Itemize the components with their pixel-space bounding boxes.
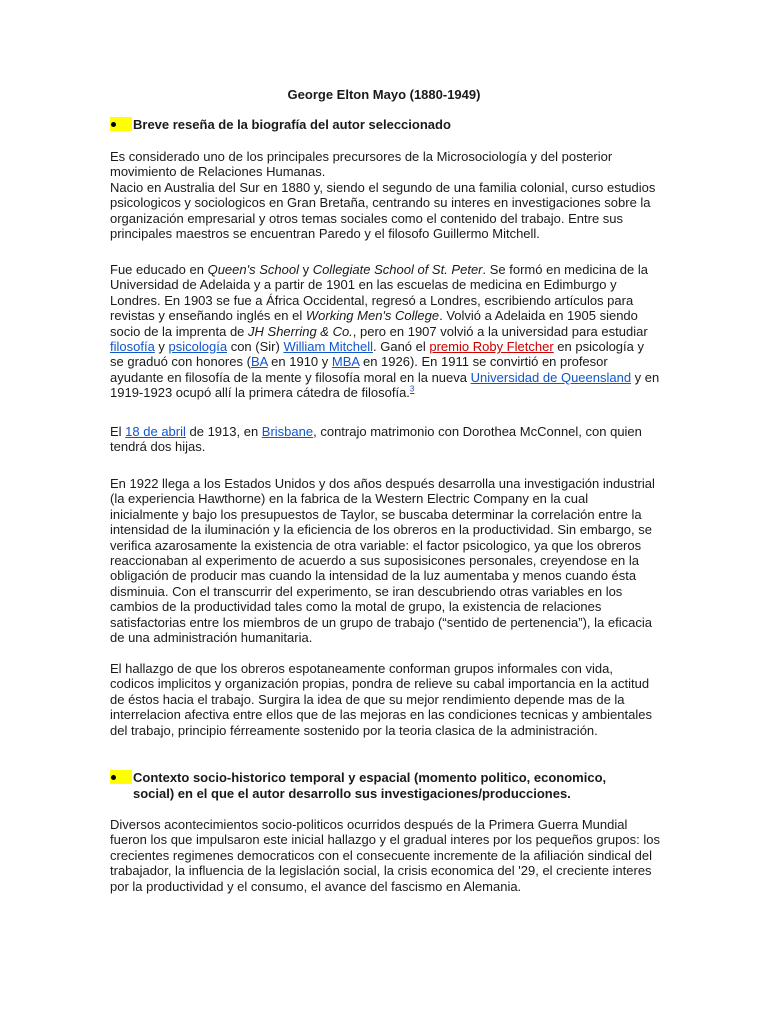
paragraph: Es considerado uno de los principales precursores de la Microsociología y del posterior movimiento de Relaciones Humanas.: [110, 149, 613, 180]
link-premio-roby-fletcher[interactable]: premio Roby Fletcher: [429, 339, 554, 355]
link-18-de-abril[interactable]: 18 de abril: [125, 424, 186, 439]
link-mba[interactable]: MBA: [331, 354, 360, 370]
paragraph-education: [110, 262, 660, 401]
bullet-icon: [110, 117, 132, 131]
section-heading-contexto: [110, 770, 650, 802]
text-run: , pero en 1907 volvió a la universidad para estudiar: [352, 323, 648, 339]
text-run: , contrajo matrimonio con Dorothea McConnel, con quien tendrá dos hijas.: [110, 424, 642, 455]
text-run: . Ganó el: [373, 339, 430, 355]
text-run: Working Men's College: [305, 308, 440, 324]
paragraph: Nacio en Australia del Sur en 1880 y, siendo el segundo de una familia colonial, curso estudios psicologicos y sociologicos en Gran Bretaña, centrando su interes en investigaciones sobre la organización empresarial y otros temas sociales como el contenido del trabajo. Entre sus principales maestros se encuentran Paredo y el filosofo Guillermo Mitchell.: [110, 180, 656, 242]
footnote-ref[interactable]: 3: [409, 384, 415, 394]
bullet-icon: [110, 770, 132, 784]
link-brisbane[interactable]: Brisbane: [261, 424, 314, 439]
text-run: con (Sir): [227, 339, 284, 355]
link-psicologia[interactable]: psicología: [168, 339, 228, 355]
link-filosofia[interactable]: filosofía: [110, 339, 155, 355]
document-title: George Elton Mayo (1880-1949): [287, 87, 481, 102]
link-william-mitchell[interactable]: William Mitchell: [283, 339, 373, 355]
paragraph-contexto: Diversos acontecimientos socio-politicos ocurridos después de la Primera Guerra Mundial fueron los que impulsaron este inicial hallazgo y el gradual interes por los pequeños grupos: los crecientes regimenes democraticos con el consecuente incremente de la afiliación sindical del trabajador, la influencia de la legislación social, la crisis economica del '29, el creciente interes por la productividad y el consumo, el avance del fascismo en Alemania.: [110, 817, 660, 894]
text-run: en 1926). En 1911 se convirtió en profesor ayudante en filosofía de la mente y filosofía moral en la nueva: [110, 354, 608, 385]
link-universidad-de-queensland[interactable]: Universidad de Queensland: [470, 369, 632, 385]
text-run: en psicología y se graduó con honores (: [110, 339, 644, 370]
text-run: El: [110, 424, 126, 439]
text-run: y: [154, 339, 169, 355]
link-ba[interactable]: BA: [250, 354, 268, 370]
section-heading-biografia: [110, 117, 650, 133]
paragraph-hallazgo: El hallazgo de que los obreros espotaneamente conforman grupos informales con vida, codicos implicitos y organización propias, pondra de relieve su cabal importancia en la actitud de éstos hacia el trabajo. Surgira la idea de que su mejor rendimiento depende mas de la interrelacion afectiva entre ellos que de las mejoras en las condiciones tecnicas y ambientales del trabajo, principio férreamente sostenido por la teoria clasica de la administración.: [110, 661, 652, 738]
text-run: en 1910 y: [267, 354, 332, 370]
text-run: Collegiate School of St. Peter: [312, 262, 483, 277]
text-run: de 1913, en: [185, 424, 262, 439]
text-run: . Volvió a Adelaida en 1905 siendo socio de la imprenta de: [110, 308, 638, 339]
text-run: y en 1919-1923 ocupó allí la primera cátedra de filosofía.: [110, 369, 660, 401]
section-heading-text: Breve reseña de la biografía del autor seleccionado: [133, 117, 451, 132]
paragraph-marriage: [110, 424, 660, 455]
text-run: . Se formó en medicina de la Universidad de Adelaida y a partir de 1901 en las escuelas de medicina en Edimburgo y Londres. En 1903 se fue a África Occidental, regresó a Londres, escribiendo artículos para revistas y enseñando inglés en el: [110, 262, 648, 324]
paragraph-hawthorne: En 1922 llega a los Estados Unidos y dos años después desarrolla una investigación industrial (la experiencia Hawthorne) en la fabrica de la Western Electric Company en la cual inicialmente y bajo los presupuestos de Taylor, se buscaba determinar la correlación entre la intensidad de la iluminación y la eficiencia de los obreros en la productividad. Sin embargo, se verifica azarosamente la existencia de otra variable: el factor psicologico, ya que los obreros reaccionaban al experimento de acuerdo a sus suposisicones personales, creyendose en la obligación de producir mas cuando la intensidad de la luz aumentaba y menos cuando ésta disminuia. Con el transcurrir del experimento, se iran descubriendo otras variables en los cambios de la productividad tales como la motal de grupo, la existencia de relaciones satisfactorias entre los miembros de un grupo de trabajo (“sentido de pertenencia”), la eficacia de una administración humanitaria.: [110, 476, 655, 646]
section-heading-text: Contexto socio-historico temporal y espacial (momento politico, economico, social) en el que el autor desarrollo sus investigaciones/producciones.: [133, 770, 607, 801]
text-run: JH Sherring & Co.: [248, 323, 353, 339]
text-run: Queen's School: [207, 262, 299, 277]
text-run: Fue educado en: [110, 262, 208, 277]
text-run: y: [298, 262, 313, 277]
